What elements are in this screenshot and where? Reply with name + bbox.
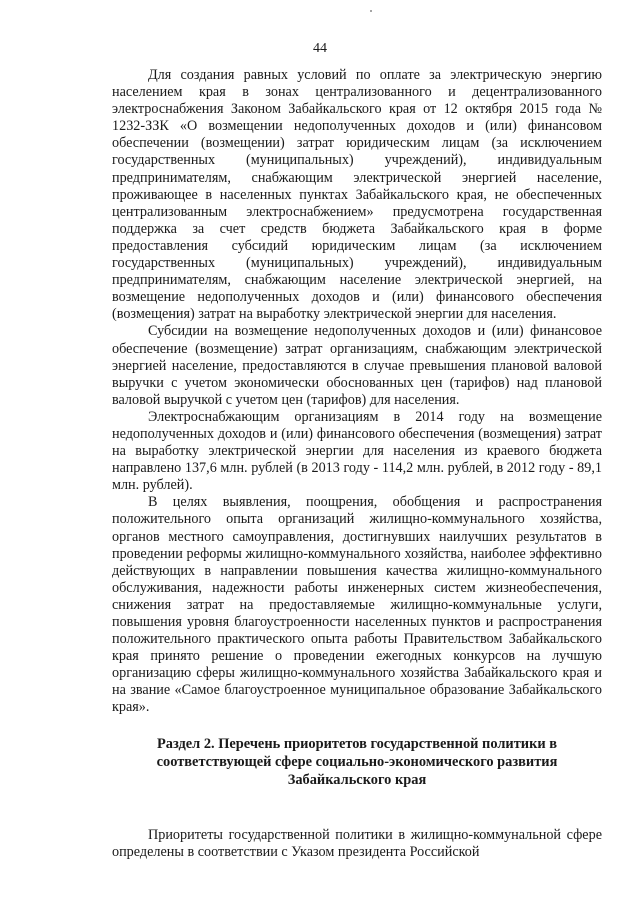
- document-body: [112, 67, 602, 861]
- scan-mark: [370, 10, 372, 12]
- paragraph-priorities: Приоритеты государственной политики в жилищно-коммунальной сфере определены в соответствии с Указом президента Российской: [112, 826, 602, 860]
- paragraph-subsidies: Субсидии на возмещение недополученных доходов и (или) финансовое обеспечение (возмещение) затрат организациям, снабжающим электрической энергией население, предоставляются в случае превышения плановой валовой выручки с учетом экономически обоснованных цен (тарифов) над плановой валовой выручкой с учетом цен (тарифов) для населения.: [112, 323, 602, 408]
- page-number: 44: [313, 41, 327, 56]
- section-heading: Раздел 2. Перечень приоритетов государственной политики в соответствующей сфере социально-экономического развития Забайкальского края: [156, 735, 558, 788]
- paragraph-funding-2014: Электроснабжающим организациям в 2014 году на возмещение недополученных доходов и (или) финансового обеспечения (возмещения) затрат на выработку электрической энергии для населения из краевого бюджета направлено 137,6 млн. рублей (в 2013 году - 114,2 млн. рублей, в 2012 году - 89,1 млн. рублей).: [112, 408, 602, 494]
- paragraph-competitions: В целях выявления, поощрения, обобщения и распространения положительного опыта организаций жилищно-коммунального хозяйства, органов местного самоуправления, достигнувших наилучших результатов в проведении реформы жилищно-коммунального хозяйства, наиболее эффективно действующих в направлении повышения качества жилищно-коммунального обслуживания, надежности работы инженерных систем жизнеобеспечения, снижения затрат на предоставляемые жилищно-коммунальные услуги, повышения уровня благоустроенности населенных пунктов и распространения положительного практического опыта работы Правительством Забайкальского края принято решение о проведении ежегодных конкурсов на лучшую организацию сферы жилищно-коммунального хозяйства Забайкальского края и на звание «Самое благоустроенное муниципальное образование Забайкальского края».: [112, 494, 602, 716]
- paragraph-electricity-equal-conditions: Для создания равных условий по оплате за электрическую энергию населением края в зонах централизованного и децентрализованного электроснабжения Законом Забайкальского края от 12 октября 2015 года № 1232-ЗЗК «О возмещении недополученных доходов и (или) финансовом обеспечении (возмещении) затрат юридическим лицам (за исключением государственных (муниципальных) учреждений), индивидуальным предпринимателям, снабжающим электрической энергией население, проживающее в населенных пунктах Забайкальского края, не обеспеченных централизованным электроснабжением» предусмотрена государственная поддержка за счет средств бюджета Забайкальского края в форме предоставления субсидий юридическим лицам (за исключением государственных (муниципальных) учреждений), индивидуальным предпринимателям, снабжающим население электрической энергией, на возмещение недополученных доходов и (или) финансового обеспечения (возмещения) затрат на выработку электрической энергии для населения.: [112, 67, 602, 323]
